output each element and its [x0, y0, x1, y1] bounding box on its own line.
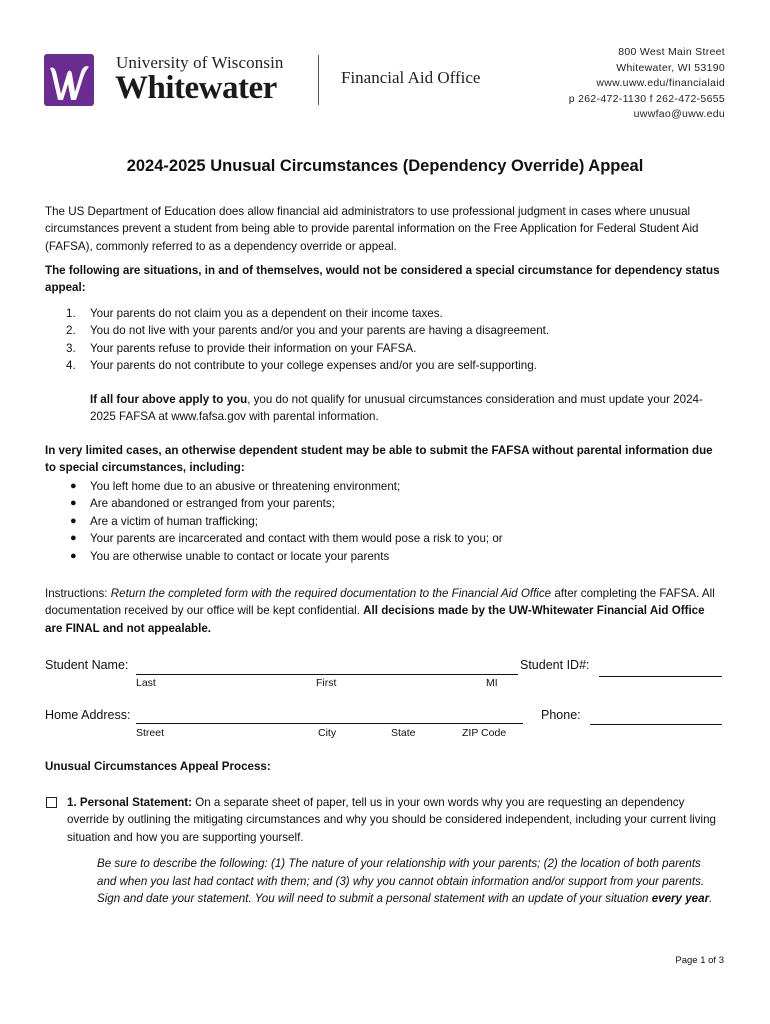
list-item	[66, 340, 549, 357]
office-name: Financial Aid Office	[341, 68, 481, 87]
home-address-label: Home Address:	[45, 708, 131, 722]
list-item-text: Your parents refuse to provide their information on your FAFSA.	[90, 341, 417, 355]
first-name-sublabel: First	[316, 677, 337, 689]
student-name-label: Student Name:	[45, 658, 129, 672]
intro-paragraph: The US Department of Education does allow financial aid administrators to use professional judgment in cases where unusual circumstances prevent a student from being able to provide parental information on the Free Application for Federal Student Aid (FAFSA), commonly referred to as a dependency override or appeal.	[45, 205, 699, 253]
bullet-icon: ●	[70, 549, 77, 562]
university-name-line2: Whitewater	[115, 70, 277, 106]
list-item	[66, 495, 503, 512]
phone-label: Phone:	[541, 708, 581, 722]
list-item	[66, 357, 549, 374]
list-item-text: You are otherwise unable to contact or locate your parents	[90, 549, 390, 563]
process-heading: Unusual Circumstances Appeal Process:	[45, 760, 271, 773]
instructions-paragraph	[45, 585, 725, 637]
list-number: 1.	[66, 307, 76, 320]
page-title: 2024-2025 Unusual Circumstances (Dependency Override) Appeal	[126, 157, 644, 175]
header-divider	[318, 55, 319, 105]
student-name-field[interactable]	[136, 674, 518, 675]
instructions-italic: Return the completed form with the required documentation to the Financial Aid Office	[110, 587, 552, 600]
personal-statement-note-text: Be sure to describe the following: (1) The nature of your relationship with your parents; (2) the location of both parents and when you last had contact with them; and (3) why you cannot obtain information and/or support from your parents. Sign and date your statement. You will need to submit a personal statement with an update of your situation	[97, 857, 705, 906]
limited-cases-list	[66, 478, 503, 565]
list-number: 3.	[66, 341, 76, 355]
list-item-text: Are abandoned or estranged from your parents;	[90, 497, 335, 511]
limited-cases-heading: In very limited cases, an otherwise dependent student may be able to submit the FAFSA without parental information due to special circumstances, including:	[45, 444, 713, 475]
address-email: uwwfao@uww.edu	[633, 108, 725, 120]
zip-code-sublabel: ZIP Code	[462, 727, 507, 739]
bullet-icon: ●	[70, 532, 77, 545]
address-phone-fax: p 262-472-1130 f 262-472-5655	[568, 92, 725, 105]
personal-statement-note-end: .	[709, 892, 713, 906]
all-four-note-text: , you do not qualify for unusual circumstances consideration and must update your 2024-2025 FAFSA at www.fafsa.gov with parental information.	[90, 393, 703, 424]
list-item	[66, 530, 503, 547]
instructions-label: Instructions	[45, 587, 105, 600]
list-item	[66, 322, 549, 339]
bullet-icon: ●	[70, 497, 77, 510]
office-address	[569, 45, 725, 123]
list-number: 4.	[66, 359, 76, 373]
all-four-note-bold: If all four above apply to you	[90, 393, 248, 406]
all-four-note	[90, 391, 710, 426]
address-website: www.uww.edu/financialaid	[596, 77, 725, 89]
bullet-icon: ●	[70, 480, 77, 492]
middle-initial-sublabel: MI	[486, 677, 498, 689]
list-item	[66, 478, 503, 495]
city-sublabel: City	[318, 727, 337, 739]
instructions-colon: :	[104, 587, 111, 600]
list-item-text: Are a victim of human trafficking;	[90, 514, 258, 528]
list-number: 2.	[66, 324, 76, 338]
phone-field[interactable]	[590, 724, 722, 725]
street-sublabel: Street	[136, 727, 165, 739]
address-street: 800 West Main Street	[618, 46, 725, 58]
uw-w-logo-icon	[44, 54, 94, 106]
personal-statement-note	[97, 855, 722, 908]
not-special-heading: The following are situations, in and of themselves, would not be considered a special circumstance for dependency status appeal:	[45, 264, 720, 295]
home-address-field[interactable]	[136, 723, 523, 724]
list-item-text: Your parents are incarcerated and contact with them would pose a risk to you; or	[90, 532, 503, 546]
personal-statement-text: On a separate sheet of paper, tell us in your own words why you are requesting an dependency override by outlining the mitigating circumstances and why you should be considered independent, including your current living situation and how you are supporting yourself.	[67, 796, 716, 844]
personal-statement-checkbox[interactable]	[46, 797, 57, 808]
page-number: Page 1 of 3	[675, 955, 724, 966]
not-special-list	[66, 305, 549, 375]
list-item	[66, 513, 503, 530]
university-name-line1: University of Wisconsin	[116, 53, 284, 72]
list-item	[66, 305, 549, 322]
student-id-label: Student ID#:	[520, 658, 590, 672]
last-name-sublabel: Last	[136, 677, 156, 689]
address-city: Whitewater, WI 53190	[616, 61, 725, 74]
personal-statement-note-bold: every year	[651, 892, 710, 906]
student-id-field[interactable]	[599, 676, 722, 677]
list-item-text: You left home due to an abusive or threatening environment;	[90, 480, 401, 493]
instructions-bold: All decisions made by the UW-Whitewater Financial Aid Office are FINAL and not appealable.	[45, 604, 705, 635]
instructions-middle: after completing the FAFSA. All documentation received by our office will be kept confidential.	[45, 587, 715, 618]
list-item	[66, 548, 503, 565]
list-item-text: You do not live with your parents and/or you and your parents are having a disagreement.	[90, 324, 550, 338]
list-item-text: Your parents do not contribute to your college expenses and/or you are self-supporting.	[90, 359, 537, 373]
state-sublabel: State	[391, 727, 416, 739]
bullet-icon: ●	[70, 514, 77, 527]
list-item-text: Your parents do not claim you as a dependent on their income taxes.	[90, 307, 443, 320]
personal-statement-lead: 1. Personal Statement:	[67, 796, 192, 809]
personal-statement-paragraph	[67, 794, 717, 846]
